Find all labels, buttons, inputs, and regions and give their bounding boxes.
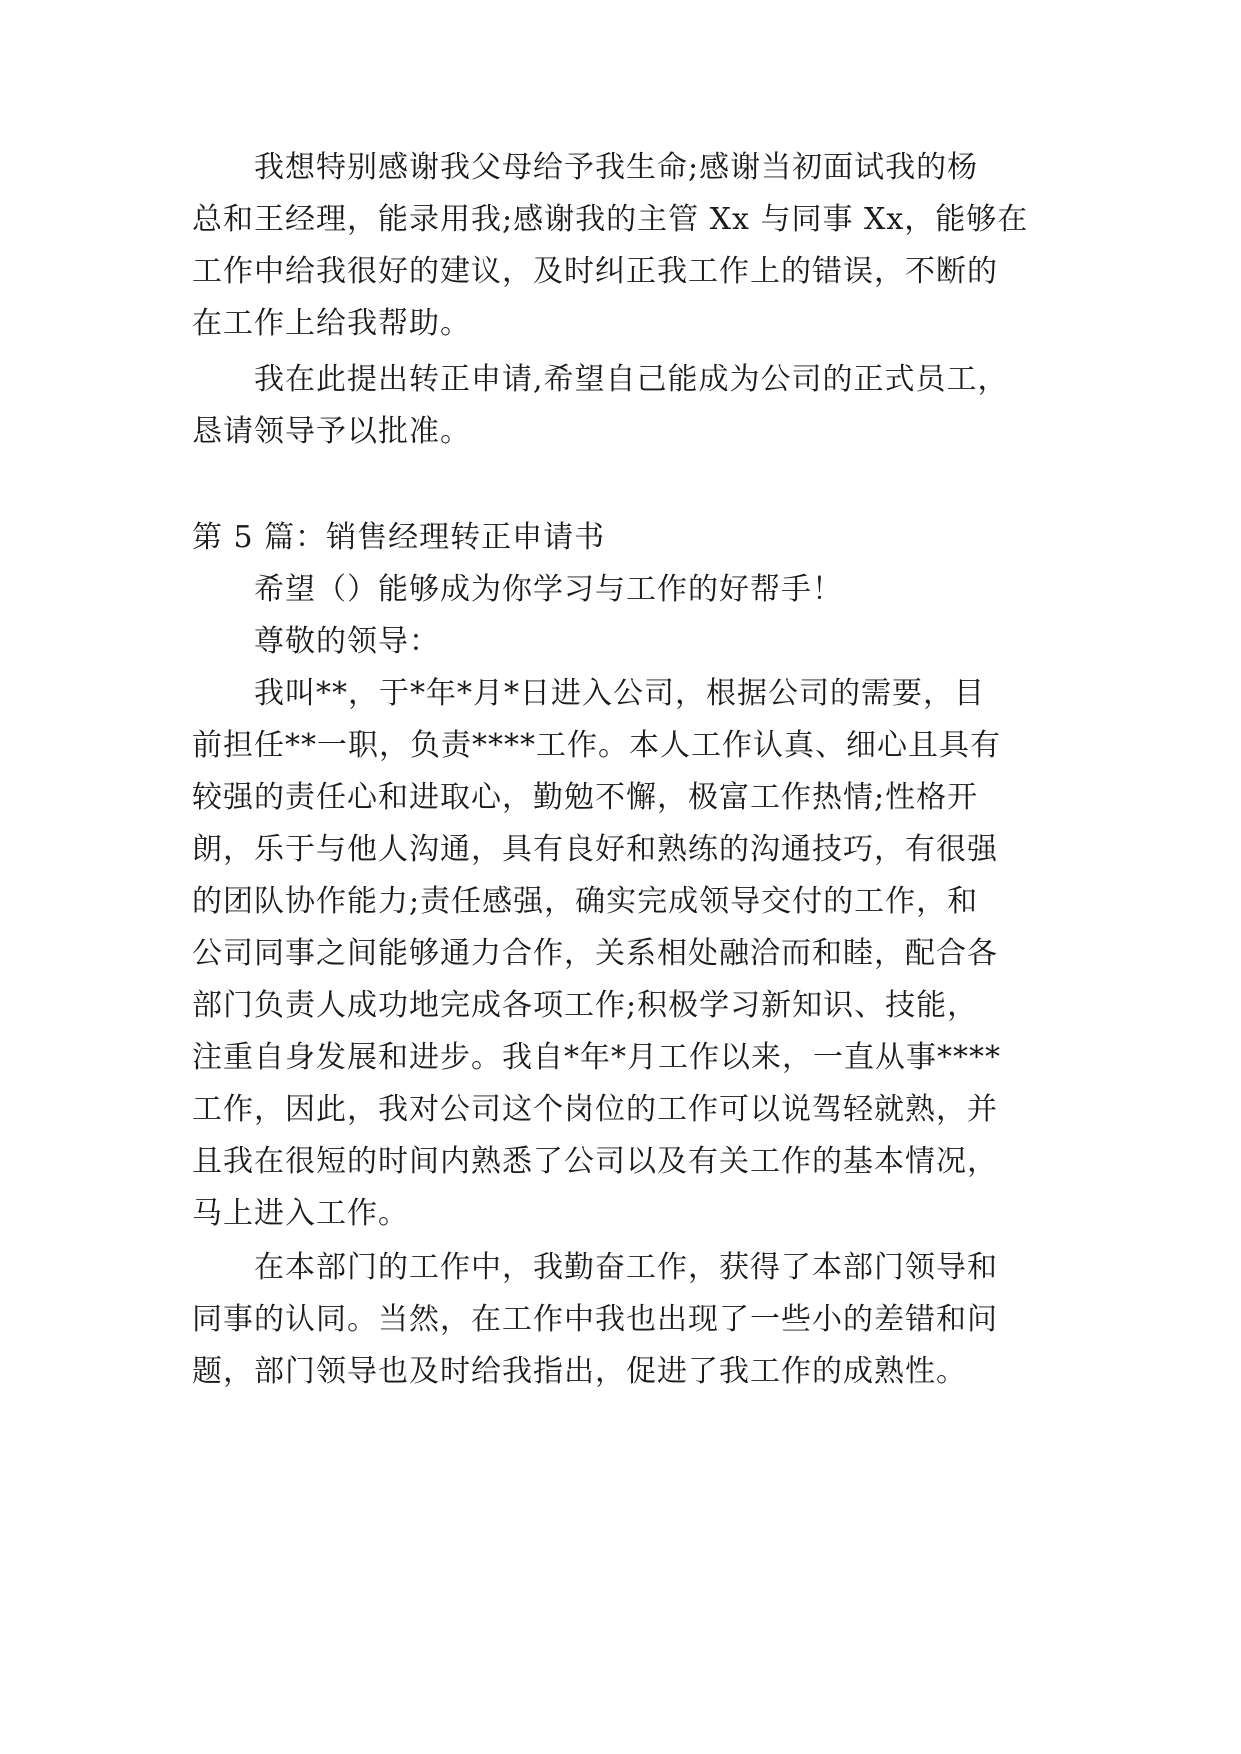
paragraph-line: 工作，因此，我对公司这个岗位的工作可以说驾轻就熟，并 — [192, 1092, 998, 1127]
paragraph-line: 总和王经理，能录用我;感谢我的主管 Xx 与同事 Xx，能够在 — [192, 202, 1029, 237]
paragraph-line: 工作中给我很好的建议，及时纠正我工作上的错误，不断的 — [192, 254, 998, 289]
paragraph-line: 前担任**一职，负责****工作。本人工作认真、细心且具有 — [192, 728, 1001, 763]
paragraph-line: 恳请领导予以批准。 — [192, 414, 471, 449]
paragraph-line: 在工作上给我帮助。 — [192, 306, 471, 341]
section-title: 第 5 篇：销售经理转正申请书 — [192, 520, 606, 555]
intro-line: 希望（）能够成为你学习与工作的好帮手！ — [254, 572, 843, 607]
paragraph-line: 题，部门领导也及时给我指出，促进了我工作的成熟性。 — [192, 1354, 967, 1389]
paragraph-line: 注重自身发展和进步。我自*年*月工作以来，一直从事**** — [192, 1040, 1001, 1075]
paragraph-line: 在本部门的工作中，我勤奋工作，获得了本部门领导和 — [254, 1250, 998, 1285]
paragraph-line: 我叫**，于*年*月*日进入公司，根据公司的需要，目 — [254, 676, 985, 711]
paragraph-line: 我想特别感谢我父母给予我生命;感谢当初面试我的杨 — [254, 150, 979, 185]
paragraph-line: 部门负责人成功地完成各项工作;积极学习新知识、技能， — [192, 988, 979, 1023]
paragraph-line: 马上进入工作。 — [192, 1196, 409, 1231]
paragraph-line: 同事的认同。当然，在工作中我也出现了一些小的差错和问 — [192, 1302, 998, 1337]
paragraph-line: 我在此提出转正申请,希望自己能成为公司的正式员工， — [254, 362, 1009, 397]
paragraph-line: 公司同事之间能够通力合作，关系相处融洽而和睦，配合各 — [192, 936, 998, 971]
paragraph-line: 较强的责任心和进取心，勤勉不懈，极富工作热情;性格开 — [192, 780, 979, 815]
paragraph-line: 朗，乐于与他人沟通，具有良好和熟练的沟通技巧，有很强 — [192, 832, 998, 867]
salutation: 尊敬的领导： — [254, 624, 440, 659]
paragraph-line: 的团队协作能力;责任感强，确实完成领导交付的工作，和 — [192, 884, 979, 919]
paragraph-line: 且我在很短的时间内熟悉了公司以及有关工作的基本情况， — [192, 1144, 998, 1179]
